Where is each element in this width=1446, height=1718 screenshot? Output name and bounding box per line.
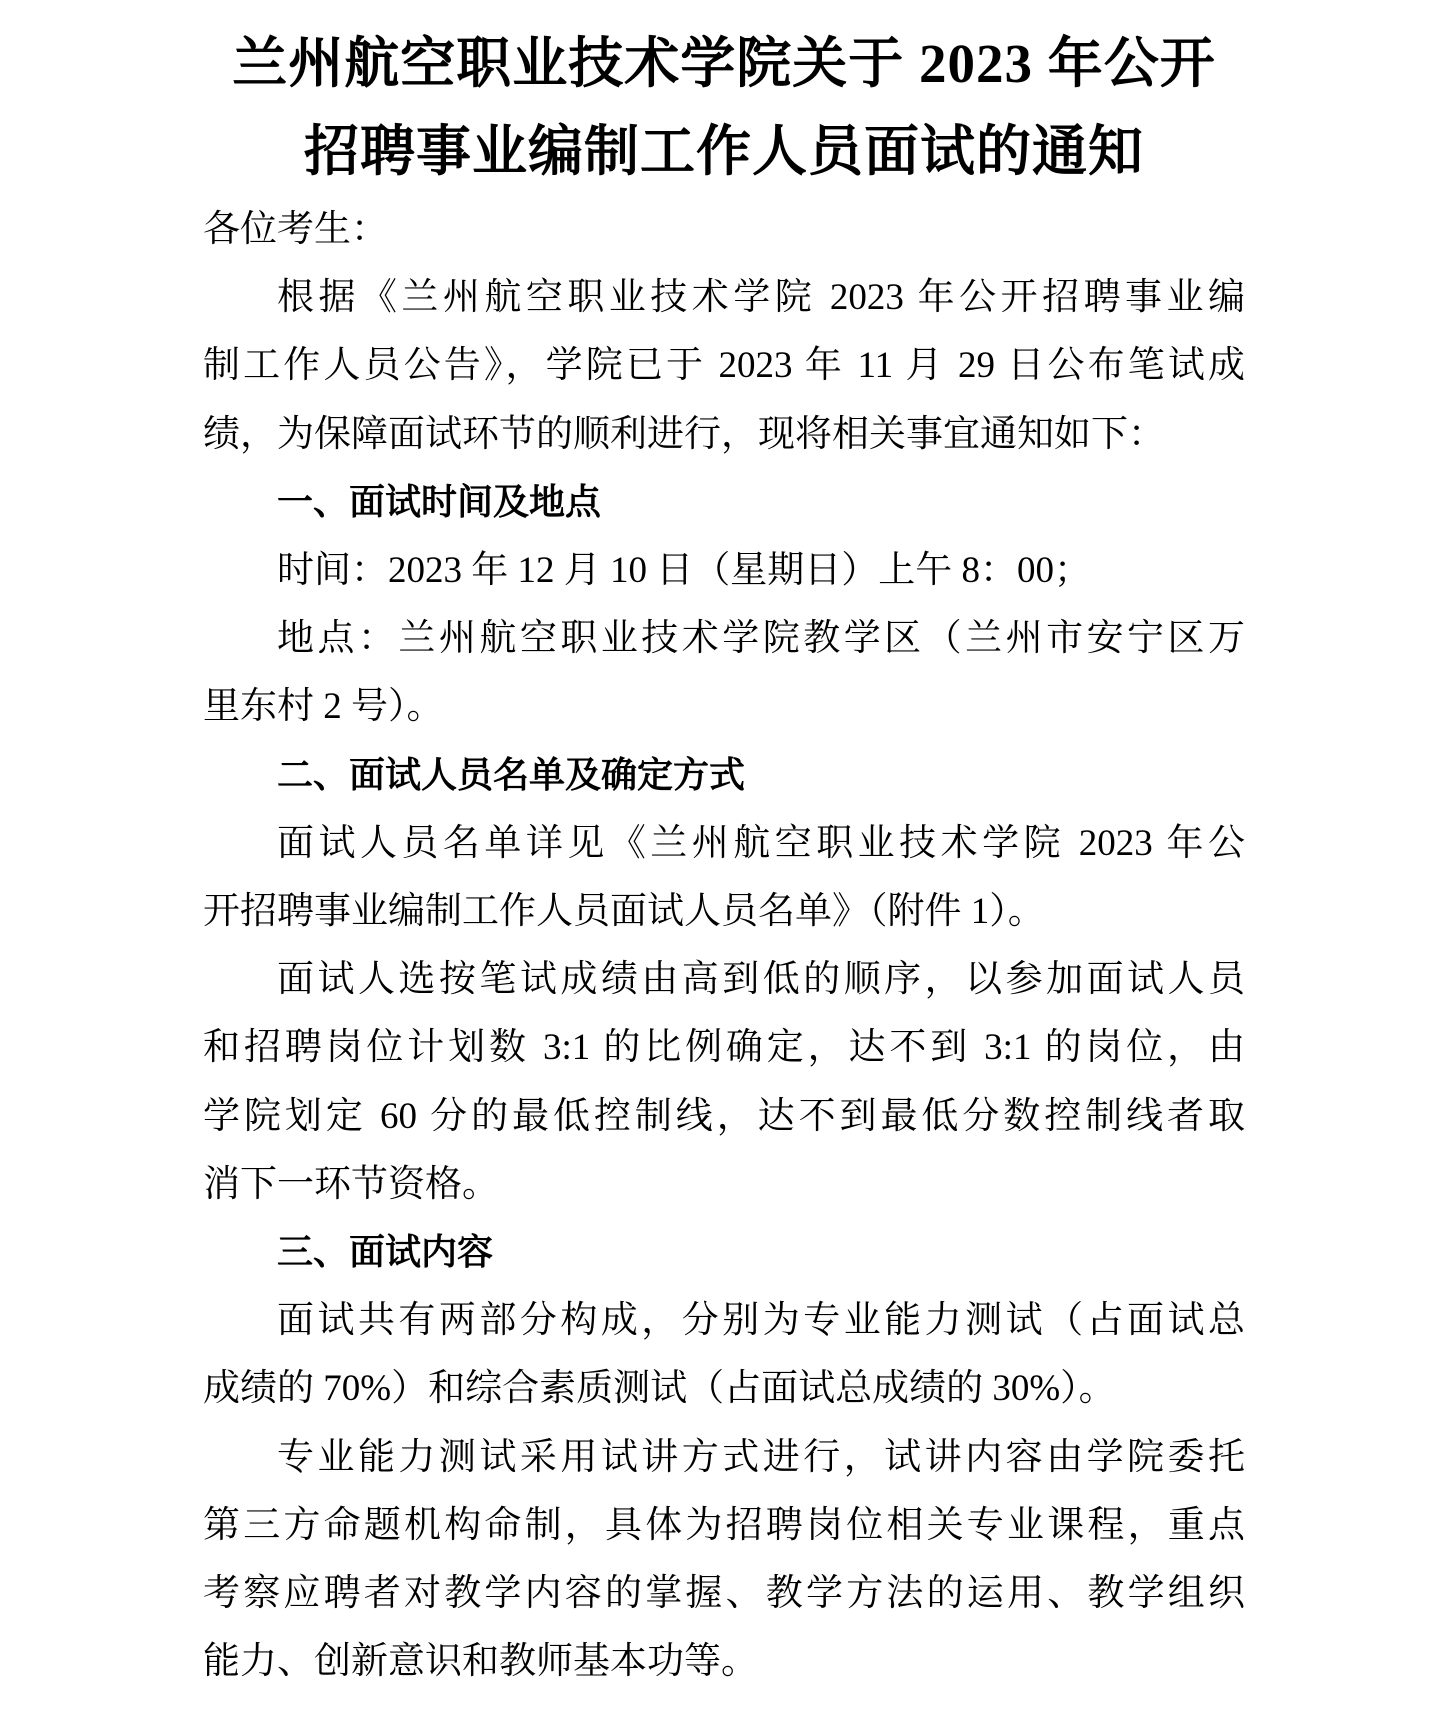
paragraph [203, 946, 1245, 1219]
paragraph-line: 能力、创新意识和教师基本功等。 [203, 1641, 758, 1683]
paragraph-line: 学院划定 60 分的最低控制线，达不到最低分数控制线者取 [203, 1095, 1245, 1137]
paragraph [203, 605, 1245, 741]
paragraph-line: 绩，为保障面试环节的顺利进行，现将相关事宜通知如下： [203, 413, 1165, 455]
paragraph-line: 第三方命题机构命制，具体为招聘岗位相关专业课程，重点 [203, 1504, 1245, 1546]
paragraph-line: 时间：2023 年 12 月 10 日（星期日）上午 8：00； [277, 550, 1091, 592]
document-title [203, 20, 1245, 196]
document-body [203, 196, 1245, 1696]
paragraph-line: 专业能力测试采用试讲方式进行，试讲内容由学院委托 [277, 1436, 1245, 1478]
document-title-line-1: 兰州航空职业技术学院关于 2023 年公开 [232, 33, 1216, 94]
paragraph-line: 面试人选按笔试成绩由高到低的顺序，以参加面试人员 [277, 959, 1245, 1001]
section-heading: 二、面试人员名单及确定方式 [277, 754, 746, 796]
paragraph-line: 考察应聘者对教学内容的掌握、教学方法的运用、教学组织 [203, 1573, 1245, 1615]
paragraph-line: 开招聘事业编制工作人员面试人员名单》（附件 1）。 [203, 891, 1045, 933]
paragraph [203, 1424, 1245, 1697]
paragraph [203, 1287, 1245, 1423]
paragraph-line: 和招聘岗位计划数 3:1 的比例确定，达不到 3:1 的岗位，由 [203, 1027, 1245, 1069]
paragraph-line: 消下一环节资格。 [203, 1163, 499, 1205]
paragraph-line: 地点：兰州航空职业技术学院教学区（兰州市安宁区万 [277, 618, 1245, 660]
paragraph-line: 成绩的 70%）和综合素质测试（占面试总成绩的 30%）。 [203, 1368, 1116, 1410]
paragraph-line: 里东村 2 号）。 [203, 686, 444, 728]
paragraph-line: 面试共有两部分构成，分别为专业能力测试（占面试总 [277, 1300, 1245, 1342]
paragraph [203, 264, 1245, 469]
paragraph [203, 810, 1245, 946]
section-heading: 三、面试内容 [277, 1232, 494, 1274]
paragraph-line: 制工作人员公告》，学院已于 2023 年 11 月 29 日公布笔试成 [203, 345, 1245, 387]
paragraph-line: 根据《兰州航空职业技术学院 2023 年公开招聘事业编 [277, 277, 1245, 319]
section-heading: 一、面试时间及地点 [277, 481, 602, 523]
document-title-line-2: 招聘事业编制工作人员面试的通知 [303, 121, 1144, 182]
salutation: 各位考生： [203, 209, 388, 250]
paragraph-line: 面试人员名单详见《兰州航空职业技术学院 2023 年公 [277, 822, 1245, 864]
paragraph [203, 537, 1245, 605]
